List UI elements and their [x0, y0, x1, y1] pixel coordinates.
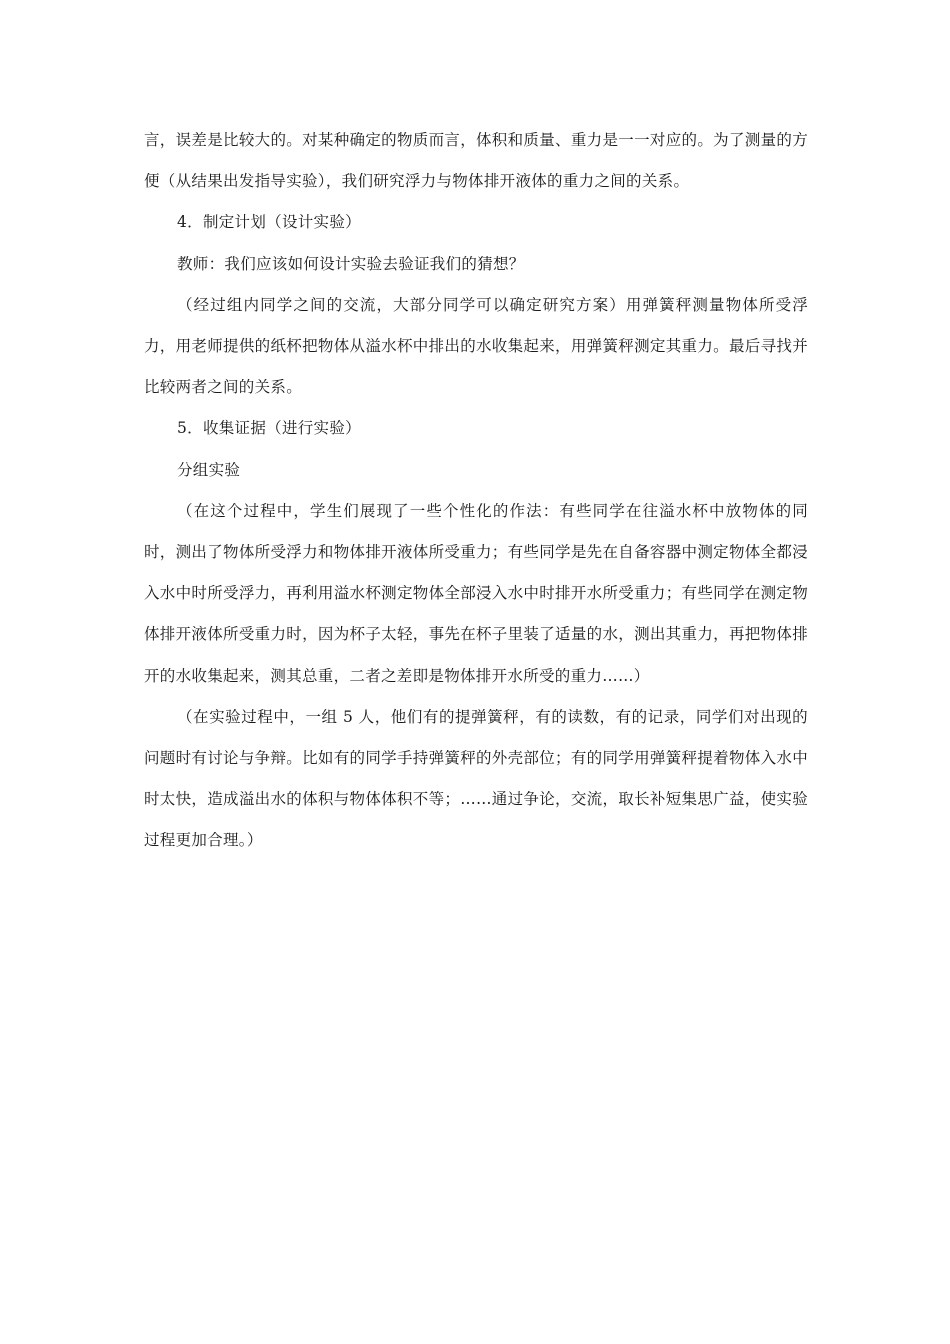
paragraph-continuation: 言，误差是比较大的。对某种确定的物质而言，体积和质量、重力是一一对应的。为了测量的方便（从结果出发指导实验），我们研究浮力与物体排开液体的重力之间的关系。	[144, 131, 808, 191]
teacher-question: 教师：我们应该如何设计实验去验证我们的猜想？	[177, 254, 525, 273]
step-4-heading: 4．制定计划（设计实验）	[177, 213, 361, 232]
process-discussion-paragraph: （在实验过程中，一组 5 人，他们有的提弹簧秤，有的读数，有的记录，同学们对出现的问题时有讨论与争辩。比如有的同学手持弹簧秤的外壳部位；有的同学用弹簧秤提着物体入水中时太快，造成溢出水的体积与物体体积不等；……通过争论，交流，取长补短集思广益，使实验过程更加合理。）	[144, 707, 808, 850]
document-body	[144, 120, 808, 862]
plan-description: （经过组内同学之间的交流，大部分同学可以确定研究方案）用弹簧秤测量物体所受浮力，用老师提供的纸杯把物体从溢水杯中排出的水收集起来，用弹簧秤测定其重力。最后寻找并比较两者之间的关系。	[144, 295, 808, 397]
step-5-heading: 5．收集证据（进行实验）	[177, 419, 361, 438]
process-methods-paragraph: （在这个过程中，学生们展现了一些个性化的作法：有些同学在往溢水杯中放物体的同时，测出了物体所受浮力和物体排开液体所受重力；有些同学是先在自备容器中测定物体全都浸入水中时所受浮力，再利用溢水杯测定物体全部浸入水中时排开水所受重力；有些同学在测定物体排开液体所受重力时，因为杯子太轻，事先在杯子里装了适量的水，测出其重力，再把物体排开的水收集起来，测其总重，二者之差即是物体排开水所受的重力……）	[144, 501, 808, 685]
group-experiment-label: 分组实验	[177, 460, 241, 479]
